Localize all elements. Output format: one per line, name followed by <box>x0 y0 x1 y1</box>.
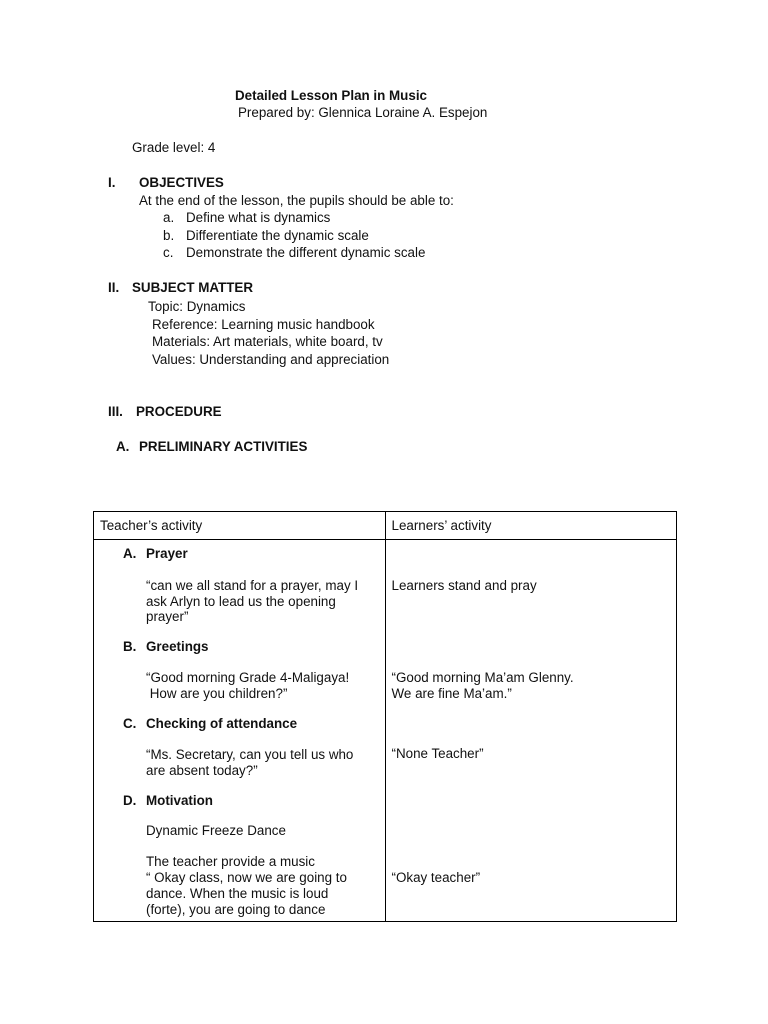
objective-marker-b: b. <box>163 228 175 243</box>
prayer-line-1: “can we all stand for a prayer, may I <box>146 578 359 593</box>
learners-attendance-response: “None Teacher” <box>391 746 484 761</box>
activity-table <box>93 511 677 922</box>
objective-marker-c: c. <box>163 245 174 260</box>
header-learners-activity: Learners’ activity <box>391 518 492 533</box>
table-header-row <box>94 512 677 540</box>
greetings-line-1: “Good morning Grade 4-Maligaya! <box>146 670 350 685</box>
learners-motivation-response: “Okay teacher” <box>391 870 481 885</box>
motivation-activity: Dynamic Freeze Dance <box>146 823 286 838</box>
procedure-numeral: III. <box>108 404 123 419</box>
learners-activity-cell <box>385 540 677 922</box>
preliminary-heading: PRELIMINARY ACTIVITIES <box>139 439 308 454</box>
prayer-marker: A. <box>123 546 137 561</box>
objective-item-b: Differentiate the dynamic scale <box>186 228 369 243</box>
greetings-line-2: How are you children?” <box>146 686 288 701</box>
subject-topic: Topic: Dynamics <box>148 299 246 314</box>
prayer-heading: Prayer <box>146 546 188 561</box>
objective-item-c: Demonstrate the different dynamic scale <box>186 245 426 260</box>
objectives-numeral: I. <box>108 175 116 190</box>
objectives-heading: OBJECTIVES <box>139 175 224 190</box>
subject-matter-heading: SUBJECT MATTER <box>132 280 254 295</box>
subject-reference: Reference: Learning music handbook <box>152 317 375 332</box>
prepared-by: Prepared by: Glennica Loraine A. Espejon <box>238 105 488 120</box>
procedure-heading: PROCEDURE <box>136 404 222 419</box>
motivation-line-2: “ Okay class, now we are going to <box>146 870 347 885</box>
document-title: Detailed Lesson Plan in Music <box>235 88 427 103</box>
prayer-line-3: prayer” <box>146 609 189 624</box>
grade-level: Grade level: 4 <box>132 140 216 155</box>
attendance-line-1: “Ms. Secretary, can you tell us who <box>146 747 354 762</box>
header-teacher-cell <box>94 512 386 540</box>
attendance-marker: C. <box>123 716 137 731</box>
motivation-line-4: (forte), you are going to dance <box>146 902 326 917</box>
subject-matter-numeral: II. <box>108 280 120 295</box>
preliminary-marker: A. <box>116 439 130 454</box>
table-row <box>94 540 677 922</box>
objective-marker-a: a. <box>163 210 175 225</box>
learners-prayer-response: Learners stand and pray <box>391 578 537 593</box>
teacher-activity-cell <box>94 540 386 922</box>
subject-materials: Materials: Art materials, white board, tv <box>152 334 383 349</box>
learners-greetings-line-2: We are fine Ma’am.” <box>391 686 512 701</box>
motivation-heading: Motivation <box>146 793 213 808</box>
motivation-line-1: The teacher provide a music <box>146 854 315 869</box>
motivation-marker: D. <box>123 793 137 808</box>
header-teacher-activity: Teacher’s activity <box>100 518 203 533</box>
subject-values: Values: Understanding and appreciation <box>152 352 390 367</box>
objectives-intro: At the end of the lesson, the pupils should be able to: <box>139 193 454 208</box>
greetings-heading: Greetings <box>146 639 209 654</box>
learners-greetings-line-1: “Good morning Ma’am Glenny. <box>391 670 574 685</box>
greetings-marker: B. <box>123 639 137 654</box>
motivation-line-3: dance. When the music is loud <box>146 886 329 901</box>
objective-item-a: Define what is dynamics <box>186 210 331 225</box>
attendance-heading: Checking of attendance <box>146 716 298 731</box>
prayer-line-2: ask Arlyn to lead us the opening <box>146 594 336 609</box>
header-learners-cell <box>385 512 677 540</box>
attendance-line-2: are absent today?” <box>146 763 258 778</box>
